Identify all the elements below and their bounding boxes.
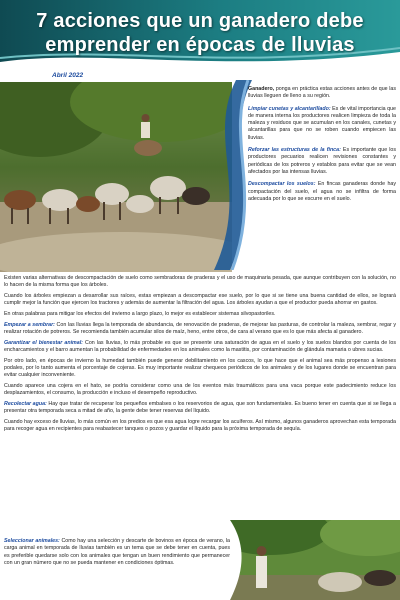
body-paragraph: Cuando hay exceso de lluvias, lo más común en los predios es que esa agua logre recargar los acuíferos. Así mismo, algunos ganaderos aprovechan esta temporada para recoger agua en recipientes para reabastecer tanques o pozos y guardar el líquido para la próxima temporada de sequía.: [4, 418, 396, 433]
section-text: Como hay una selección y descarte de bovinos en época de verano, la carga animal en temporada de lluvias también es un tema que se debe tener en cuenta, pues es preferible quedarse solo con los animales que tengan un buen rendimiento que permanecer con un gran número que no se pueda mantener en condiciones óptimas.: [4, 538, 230, 566]
section-heading: Descompactar los suelos:: [248, 181, 316, 188]
section-heading: Limpiar cunetas y alcantarillado:: [248, 105, 331, 112]
intro-paragraph: [248, 86, 396, 101]
section-heading: Seleccionar animales:: [4, 538, 60, 544]
last-section: [4, 538, 230, 567]
section-heading: Reforzar las estructuras de la finca:: [248, 147, 341, 154]
section-bienestar: [4, 340, 396, 355]
intro-text: ponga en práctica estas acciones antes de que las lluvias lleguen de lleno a su región.: [248, 86, 396, 100]
decorative-swirl: [196, 80, 256, 270]
section-text: Con las lluvias llega la temporada de abundancia, de renovación de praderas, de mejorar las pasturas, de controlar la maleza, sembrar, regar y realizar rotación de potreros. Se recomienda también acumular silos de maíz, heno, entre otros, de cara al verano que es lo que más afecta al ganadero.: [4, 321, 397, 335]
section-text: Es de vital importancia que de manera interna los productores realicen limpieza de toda la maleza y residuos que se acumulan en los canales, cunetas y alcantarillas para que no se roben cuando empiecen las lluvias.: [248, 105, 396, 141]
main-body: [4, 275, 396, 437]
intro-lead: Ganadero,: [248, 86, 275, 92]
body-paragraph: En otras palabras para mitigar los efectos del invierno a largo plazo, lo mejor es establecer sistemas silvopastoriles.: [4, 310, 276, 317]
section-text: En fincas ganaderas donde hay compactación del suelo, el agua no se infiltra de forma adecuada por lo que se escurre en el suelo.: [248, 181, 396, 202]
section-text: Con las lluvias, lo más probable es que se presente una saturación de agua en el suelo y los suelos blandos por cuenta de los encharcamientos y el barro aumentan la probabilidad de enfermedades en los animales como la mastitis, por contaminación de glándula mamaria o ubres sucias.: [4, 339, 396, 353]
farmer-photo: [230, 520, 400, 600]
section-heading: Recolectar agua:: [4, 400, 47, 407]
section-agua: [4, 401, 396, 416]
body-paragraph: Cuando los árboles empiezan a desarrollar sus raíces, estas empiezan a descompactar ese suelo, por lo que si se tiene una buena cantidad de ellos, se logrará cumplir mejor la función que ejercen los tractores y además de aumentar la filtración del agua. Los árboles ayudan a que el productor pueda ahorrar en gastos.: [4, 292, 396, 307]
section-estructuras: [248, 147, 396, 176]
section-heading: Empezar a sembrar:: [4, 321, 55, 328]
section-heading: Garantizar el bienestar animal:: [4, 339, 83, 346]
date: Abril 2022: [52, 72, 84, 79]
title-line-1: 7 acciones que un ganadero debe: [36, 10, 364, 32]
title-line-2: emprender en épocas de lluvias: [45, 34, 355, 56]
section-cunetas: [248, 106, 396, 142]
section-suelos: [248, 181, 396, 203]
body-paragraph: Existen varias alternativas de descompactación de suelo como sembradoras de praderas y el uso de maquinaria pesada, que aunque contribuyen con la solución, no lo hacen de la misma forma que los árboles.: [4, 275, 396, 289]
right-column: [248, 86, 396, 208]
section-sembrar: [4, 322, 396, 337]
body-paragraph: Cuando aparece una cojera en el hato, se podría considerar como una de los eventos más traumáticos para una vaca porque este padecimiento reduce los desplazamientos, el consumo, la producción e incluso el desempeño reproductivo.: [4, 382, 396, 397]
section-text: Es importante que los productores pecuarios realicen revisiones constantes y periódicas de los potreros y establos para evitar que se vean afectados por las intensas lluvias.: [248, 147, 396, 175]
body-paragraph: Por otro lado, en épocas de invierno la humedad también puede generar debilitamiento en los cascos, lo que hace que el animal sea más propenso a lesiones podales, por lo tanto aumenta el porcentaje de cojeras. Es muy importante realizar chequeos periódicos de los animales y de los lugares donde se encuentran para evitar cualquier inconveniente.: [4, 357, 396, 379]
section-text: Hay que tratar de recuperar los pequeños embalses o los reservorios de agua, que son fundamentales. Es bueno tener en cuenta que si se llega a presentar otra temporada seca a mitad de año, la gente debe tener reservas del líquido.: [4, 400, 396, 415]
